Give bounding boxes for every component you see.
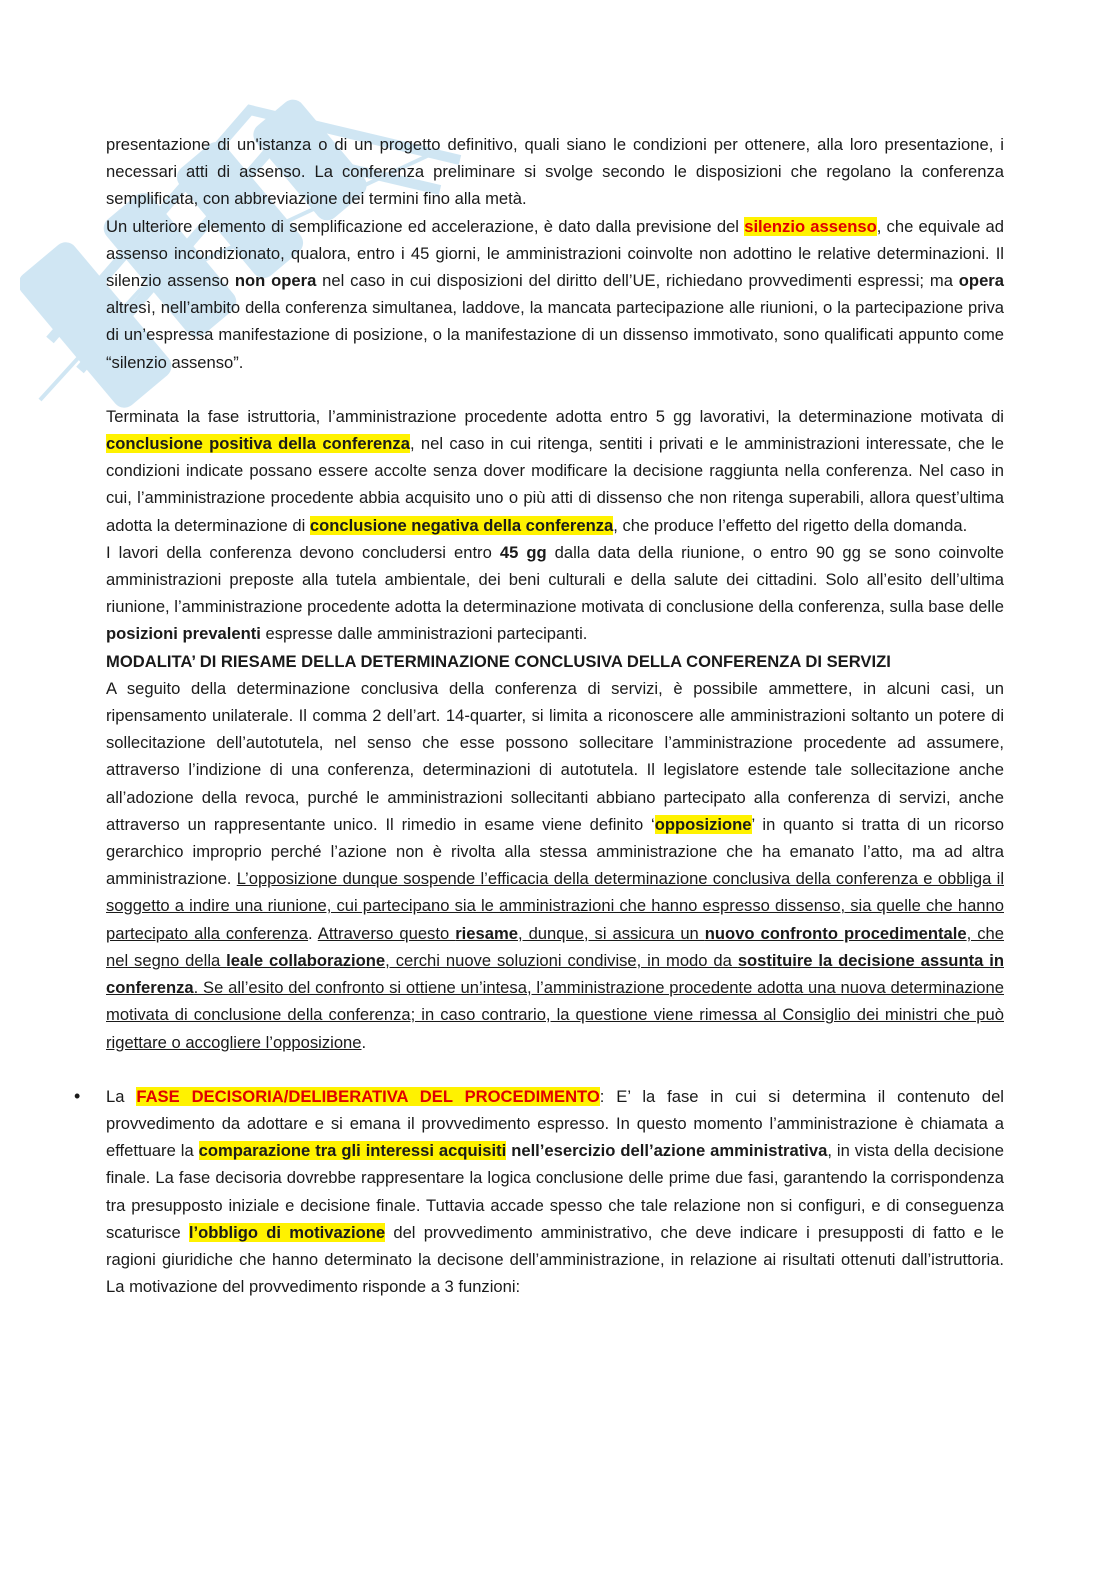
bold-opera: opera (958, 271, 1004, 291)
text: A seguito della determinazione conclusiva della conferenza di servizi, è possibile ammettere, in alcuni casi, un ripensamento unilaterale. Il comma 2 dell’art. 14-quarter, si limita a riconoscere alle amministrazioni soltanto un potere di sollecitazione dell’autotutela, nel senso che esse possono sollecitare l’amministrazione procedente ad assumere, attraverso l’indizione di una conferenza, determinazioni di autotutela. Il legislatore estende tale sollecitazione anche all’adozione della revoca, purché le amministrazioni sollecitanti abbiano partecipato alla conferenza di servizi, anche attraverso un rappresentante unico. Il rimedio in esame viene definito ‘ (106, 678, 1004, 834)
underlined-text: . Se all’esito del confronto si ottiene un’intesa, l’amministrazione procedente adotta una nuova determinazione motivata di conclusione della conferenza; in caso contrario, la questione viene rimessa al Consiglio dei ministri che può rigettare o accogliere l’opposizione (106, 978, 1004, 1052)
paragraph-gap (106, 376, 1004, 403)
text: Terminata la fase istruttoria, l’amministrazione procedente adotta entro 5 gg lavorativi, la determinazione motivata di (106, 406, 1004, 426)
bold-45-gg: 45 gg (499, 542, 547, 562)
paragraph-conferenza-preliminare (106, 131, 1004, 213)
bullet-icon: • (74, 1085, 81, 1106)
paragraph-silenzio-assenso (106, 213, 1004, 376)
bold-esercizio-azione: nell’esercizio dell’azione amministrativa (511, 1141, 828, 1161)
underlined-text: L’opposizione dunque sospende l’efficacia della determinazione conclusiva della conferenza e obbliga il soggetto a indire una riunione, cui partecipano sia le amministrazioni che hanno espresso dissenso, sia quelle che hanno partecipato alla conferenza (106, 869, 1005, 943)
highlight-opposizione: opposizione (654, 814, 752, 834)
bold-leale-collaborazione: leale collaborazione (226, 950, 386, 970)
highlight-fase-decisoria: FASE DECISORIA/DELIBERATIVA DEL PROCEDIMENTO (136, 1086, 600, 1106)
paragraph-lavori-conferenza (106, 539, 1004, 648)
bold-sostituire-decisione: sostituire la decisione assunta in conferenza (106, 950, 1004, 998)
text: : E’ la fase in cui si determina il contenuto del provvedimento da adottare e si emana il provvedimento espresso. In questo momento l’amministrazione è chiamata a effettuare la (106, 1086, 1004, 1161)
highlight-obbligo-motivazione: l’obbligo di motivazione (188, 1222, 386, 1242)
text: La (106, 1086, 137, 1106)
underlined-text: , cerchi nuove soluzioni condivise, in modo da (385, 950, 738, 970)
text: ’ in quanto si tratta di un ricorso gerarchico improprio perché l’azione non è rivolta alla stessa amministrazione che ha emanato l’atto, ma ad altra amministrazione. (106, 814, 1004, 889)
text: del provvedimento amministrativo, che deve indicare i presupposti di fatto e le ragioni giuridiche che hanno determinato la decisone dell’amministrazione, in relazione ai risultati ottenuti dall’istruttoria. La motivazione del provvedimento risponde a 3 funzioni: (106, 1222, 1004, 1297)
list-item-fase-decisoria (74, 1083, 1004, 1301)
text: , che equivale ad assenso incondizionato, qualora, entro i 45 giorni, le amministrazioni coinvolte non adottino le relative determinazioni. Il silenzio assenso (106, 216, 1005, 291)
text: presentazione di un'istanza o di un progetto definitivo, quali siano le condizioni per ottenere, alla loro presentazione, i necessari atti di assenso. La conferenza preliminare si svolge secondo le disposizioni che regolano la conferenza semplificata, con abbreviazione dei termini fino alla metà. (106, 135, 1004, 209)
text: , che produce l’effetto del rigetto della domanda. (613, 515, 968, 535)
text: , in vista della decisione finale. La fase decisoria dovrebbe rappresentare la logica conclusione delle prime due fasi, garantendo la corrispondenza tra presupposto iniziale e decisione finale. Tuttavia accade spesso che tale relazione non si configuri, e di conseguenza scaturisce (106, 1141, 1004, 1242)
section-heading-riesame: MODALITA’ DI RIESAME DELLA DETERMINAZIONE CONCLUSIVA DELLA CONFERENZA DI SERVIZI (106, 651, 891, 671)
highlight-comparazione-interessi: comparazione tra gli interessi acquisiti (198, 1141, 507, 1161)
highlight-conclusione-positiva: conclusione positiva della conferenza (106, 434, 410, 454)
text: dalla data della riunione, o entro 90 gg se sono coinvolte amministrazioni preposte alla tutela ambientale, dei beni culturali e della salute dei cittadini. Solo all’esito dell’ultima riunione, l’amministrazione procedente adotta la determinazione motivata di conclusione della conferenza, sulla base delle (106, 542, 1004, 617)
highlight-conclusione-negativa: conclusione negativa della conferenza (309, 515, 614, 535)
bold-nuovo-confronto: nuovo confronto procedimentale (704, 923, 967, 943)
underlined-text: , che nel segno della (106, 923, 1004, 970)
paragraph-riesame (106, 675, 1004, 1056)
text: espresse dalle amministrazioni partecipanti. (260, 624, 588, 644)
text: nel caso in cui disposizioni del diritto dell’UE, richiedano provvedimenti espressi; ma (316, 271, 959, 291)
text: I lavori della conferenza devono concludersi entro (106, 542, 500, 562)
text: . (308, 923, 318, 943)
highlight-silenzio-assenso: silenzio assenso (744, 216, 877, 236)
bold-posizioni-prevalenti: posizioni prevalenti (106, 624, 261, 644)
bold-riesame: riesame (455, 923, 518, 943)
document-page (74, 131, 1005, 1300)
text: Un ulteriore elemento di semplificazione ed accelerazione, è dato dalla previsione del (106, 216, 745, 236)
text: , nel caso in cui ritenga, sentiti i privati e le amministrazioni interessate, che le condizioni indicate possano essere accolte senza dover modificare la decisione raggiunta nella conferenza. Nel caso in cui, l’amministrazione procedente abbia acquisito uno o più atti di dissenso che non ritenga superabili, allora quest’ultima adotta la determinazione di (106, 434, 1004, 535)
paragraph-conclusione-conferenza (106, 403, 1004, 539)
bold-non-opera: non opera (234, 271, 317, 291)
paragraph-gap (106, 1056, 1004, 1083)
underlined-text: , dunque, si assicura un (517, 923, 705, 943)
text: . (361, 1032, 367, 1052)
text: altresì, nell’ambito della conferenza simultanea, laddove, la mancata partecipazione alle riunioni, o la partecipazione priva di un’espressa manifestazione di posizione, o la manifestazione di un dissenso immotivato, sono qualificati appunto come “silenzio assenso”. (106, 298, 1004, 372)
underlined-text: Attraverso questo (317, 923, 456, 943)
